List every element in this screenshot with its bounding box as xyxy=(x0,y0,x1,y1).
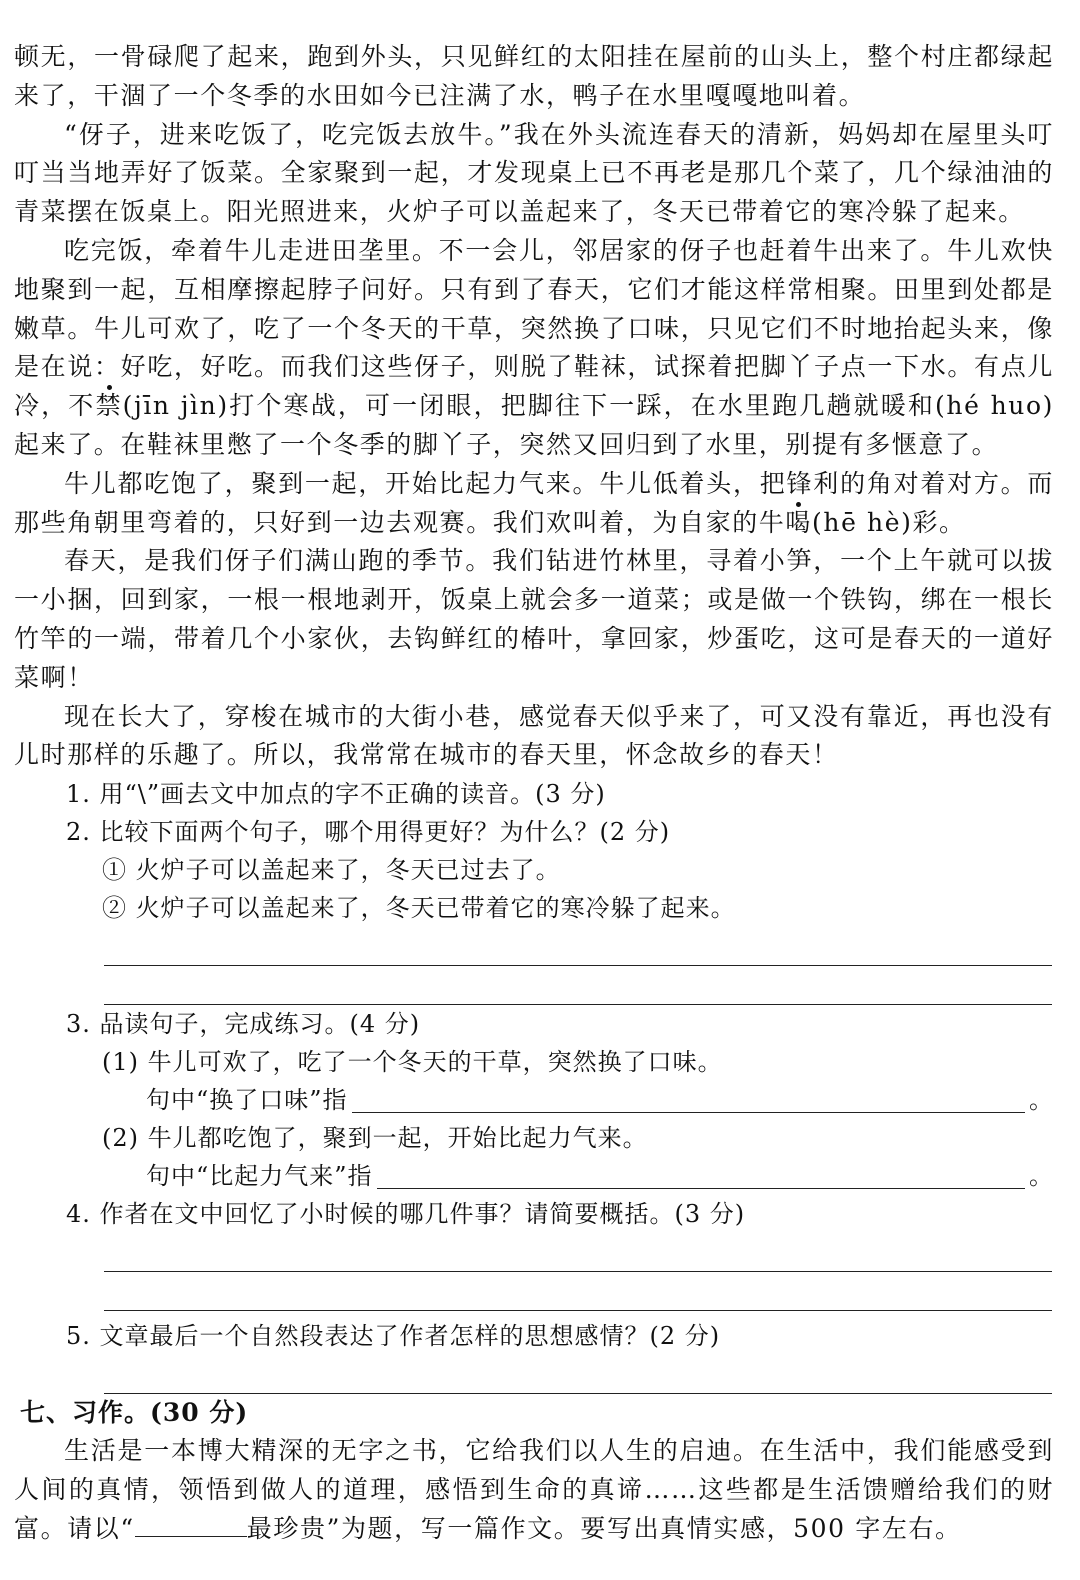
passage-paragraph-3 xyxy=(14,232,1054,465)
writing-prompt-a: 生活是一本博大精深的无字之书，它给我们以人生的启迪。在生活中，我们能感受到人间的真情，领悟到做人的道理，感悟到生命的真谛……这些都是生活馈赠给我们的财富。请以“ xyxy=(14,1436,1054,1543)
writing-prompt-b: 最珍贵”为题，写一篇作文。要写出真情实感，500 字左右。 xyxy=(246,1513,962,1543)
p4-text-a: 牛儿都吃饱了，聚到一起，开始比起力气来。牛儿低着头，把锋利的角对着对方。而那些角朝里弯着的，只好到一边去观赛。我们欢叫着，为自家的牛 xyxy=(14,468,1054,537)
answer-line-q4-1[interactable] xyxy=(104,1233,1052,1272)
answer-line-q5-1[interactable] xyxy=(104,1355,1052,1394)
dotted-char-jin: 禁 xyxy=(95,391,123,421)
passage-paragraph-1: 顿无，一骨碌爬了起来，跑到外头，只见鲜红的太阳挂在屋前的山头上，整个村庄都绿起来了，干涸了一个冬季的水田如今已注满了水，鸭子在水里嘎嘎地叫着。 xyxy=(14,42,1054,110)
question-3-2-prompt: 句中“比起力气来”指 xyxy=(146,1162,373,1191)
title-blank[interactable] xyxy=(135,1512,247,1537)
question-3: 3. 品读句子，完成练习。(4 分) xyxy=(66,1010,421,1039)
answer-blank-q3-1[interactable] xyxy=(352,1084,1025,1113)
passage-paragraph-6: 现在长大了，穿梭在城市的大街小巷，感觉春天似乎来了，可又没有靠近，再也没有儿时那样的乐趣了。所以，我常常在城市的春天里，怀念故乡的春天！ xyxy=(14,701,1054,770)
question-2-option-1: ① 火炉子可以盖起来了，冬天已过去了。 xyxy=(102,856,561,885)
period-mark: 。 xyxy=(1029,1086,1054,1115)
answer-line-q2-2[interactable] xyxy=(104,966,1052,1005)
p4-text-b: (hē hè)彩。 xyxy=(812,507,966,537)
question-3-2: (2) 牛儿都吃饱了，聚到一起，开始比起力气来。 xyxy=(102,1124,648,1153)
answer-line-q4-2[interactable] xyxy=(104,1272,1052,1311)
question-3-1: (1) 牛儿可欢了，吃了一个冬天的干草，突然换了口味。 xyxy=(102,1048,723,1077)
writing-prompt xyxy=(14,1432,1054,1548)
passage-paragraph-2: “伢子，进来吃饭了，吃完饭去放牛。”我在外头流连春天的清新，妈妈却在屋里头叮叮当当地弄好了饭菜。全家聚到一起，才发现桌上已不再老是那几个菜了，几个绿油油的青菜摆在饭桌上。阳光照进来，火炉子可以盖起来了，冬天已带着它的寒冷躲了起来。 xyxy=(14,119,1054,227)
passage-paragraph-5: 春天，是我们伢子们满山跑的季节。我们钻进竹林里，寻着小笋，一个上午就可以拔一小捆，回到家，一根一根地剥开，饭桌上就会多一道菜；或是做一个铁钩，绑在一根长竹竿的一端，带着几个小家伙，去钩鲜红的椿叶，拿回家，炒蛋吃，这可是春天的一道好菜啊！ xyxy=(14,546,1054,692)
writing-section-heading: 七、习作。(30 分) xyxy=(20,1398,249,1428)
dotted-char-he: 喝 xyxy=(785,507,813,537)
question-3-1-answer-row xyxy=(14,1081,1054,1119)
question-2: 2. 比较下面两个句子，哪个用得更好？为什么？(2 分) xyxy=(66,818,671,847)
question-3-1-prompt: 句中“换了口味”指 xyxy=(146,1086,348,1115)
period-mark: 。 xyxy=(1029,1162,1054,1191)
question-4: 4. 作者在文中回忆了小时候的哪几件事？请简要概括。(3 分) xyxy=(66,1200,746,1229)
p3-text-b: (jīn jìn)打个寒战，可一闭眼，把脚往下一踩，在水里跑几趟就暖和(hé huo)起来了。在鞋袜里憋了一个冬季的脚丫子，突然又回归到了水里，别提有多惬意了。 xyxy=(14,391,1054,459)
question-1: 1. 用“\”画去文中加点的字不正确的读音。(3 分) xyxy=(66,780,606,809)
p3-text-a: 吃完饭，牵着牛儿走进田垄里。不一会儿，邻居家的伢子也赶着牛出来了。牛儿欢快地聚到一起，互相摩擦起脖子问好。只有到了春天，它们才能这样常相聚。田里到处都是嫩草。牛儿可欢了，吃了一个冬天的干草，突然换了口味，只见它们不时地抬起头来，像是在说：好吃，好吃。而我们这些伢子，则脱了鞋袜，试探着把脚丫子点一下水。有点儿冷，不 xyxy=(14,235,1054,421)
question-3-2-answer-row xyxy=(14,1157,1054,1195)
answer-blank-q3-2[interactable] xyxy=(377,1160,1025,1189)
answer-line-q2-1[interactable] xyxy=(104,927,1052,966)
passage-paragraph-4 xyxy=(14,465,1054,543)
question-5: 5. 文章最后一个自然段表达了作者怎样的思想感情？(2 分) xyxy=(66,1322,721,1351)
question-2-option-2: ② 火炉子可以盖起来了，冬天已带着它的寒冷躲了起来。 xyxy=(102,894,736,923)
